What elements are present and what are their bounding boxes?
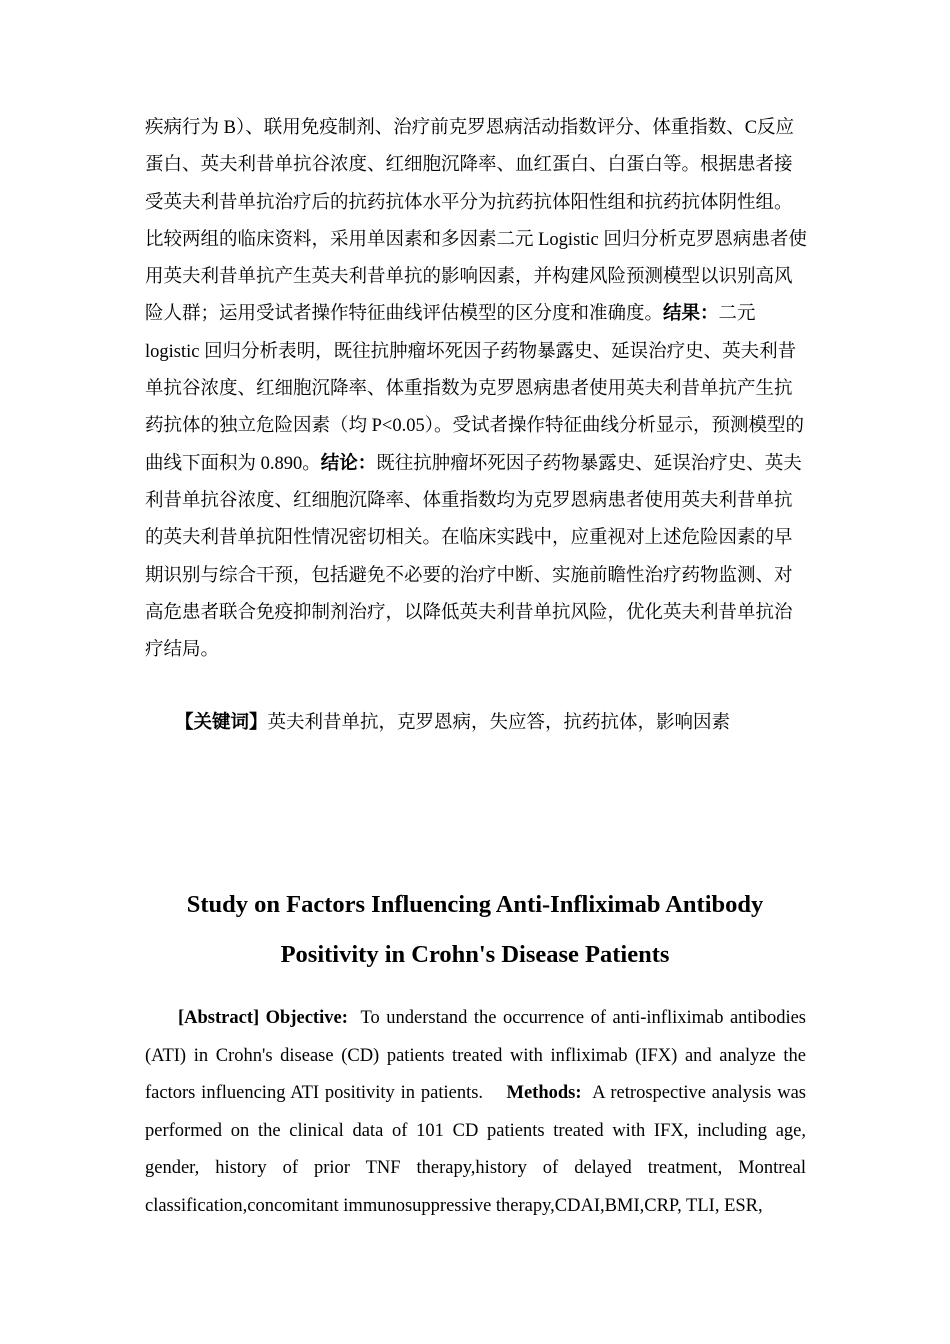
keywords-line xyxy=(175,705,815,742)
results-text: 二元 logistic 回归分析表明，既往抗肿瘤坏死因子药物暴露史、延误治疗史、英夫利昔单抗谷浓度、红细胞沉降率、体重指数为克罗恩病患者使用英夫利昔单抗产生抗药抗体的独立危险因素（均 P<0.05）。受试者操作特征曲线分析显示，预测模型的曲线下面积为 0.890。 xyxy=(145,304,804,474)
english-abstract xyxy=(145,1000,806,1225)
conclusion-text: 既往抗肿瘤坏死因子药物暴露史、延误治疗史、英夫利昔单抗谷浓度、红细胞沉降率、体重指数均为克罗恩病患者使用英夫利昔单抗的英夫利昔单抗阳性情况密切相关。在临床实践中，应重视对上述危险因素的早期识别与综合干预，包括避免不必要的治疗中断、实施前瞻性治疗药物监测、对高危患者联合免疫抑制剂治疗，以降低英夫利昔单抗风险，优化英夫利昔单抗治疗结局。 xyxy=(145,453,802,661)
english-title-line-1: Study on Factors Influencing Anti-Infliximab Antibody xyxy=(186,891,764,918)
english-title-line-2: Positivity in Crohn's Disease Patients xyxy=(280,941,670,968)
objective-text: To understand the occurrence of anti-infliximab antibodies (ATI) in Crohn's disease (CD) patients treated with infliximab (IFX) and analyze the factors influencing ATI positivity in patients. xyxy=(145,1008,807,1103)
english-title xyxy=(0,880,950,980)
english-abstract-paragraph xyxy=(145,1000,806,1225)
conclusion-label: 结论： xyxy=(320,453,377,474)
keywords-text: 英夫利昔单抗，克罗恩病，失应答，抗药抗体，影响因素 xyxy=(267,713,731,733)
abstract-intro-text: 疾病行为 B）、联用免疫制剂、治疗前克罗恩病活动指数评分、体重指数、C反应蛋白、英夫利昔单抗谷浓度、红细胞沉降率、血红蛋白、白蛋白等。根据患者接受英夫利昔单抗治疗后的抗药抗体水平分为抗药抗体阳性组和抗药抗体阴性组。比较两组的临床资料，采用单因素和多因素二元 Logistic 回归分析克罗恩病患者使用英夫利昔单抗产生英夫利昔单抗的影响因素，并构建风险预测模型以识别高风险人群；运用受试者操作特征曲线评估模型的区分度和准确度。 xyxy=(145,118,807,325)
methods-label: Methods: xyxy=(506,1083,582,1103)
keywords-label: 【关键词】 xyxy=(175,713,268,733)
abstract-label: [Abstract] xyxy=(178,1008,260,1028)
chinese-abstract xyxy=(145,110,810,669)
objective-label: Objective: xyxy=(265,1008,348,1028)
methods-text: A retrospective analysis was performed on the clinical data of 101 CD patients treated with IFX, including age, gender, history of prior TNF therapy,history of delayed treatment, Montreal classification,concomitant immunosuppressive therapy,CDAI,BMI,CRP, TLI, ESR, xyxy=(145,1083,807,1216)
results-label: 结果： xyxy=(663,304,719,325)
chinese-abstract-paragraph xyxy=(145,110,810,669)
